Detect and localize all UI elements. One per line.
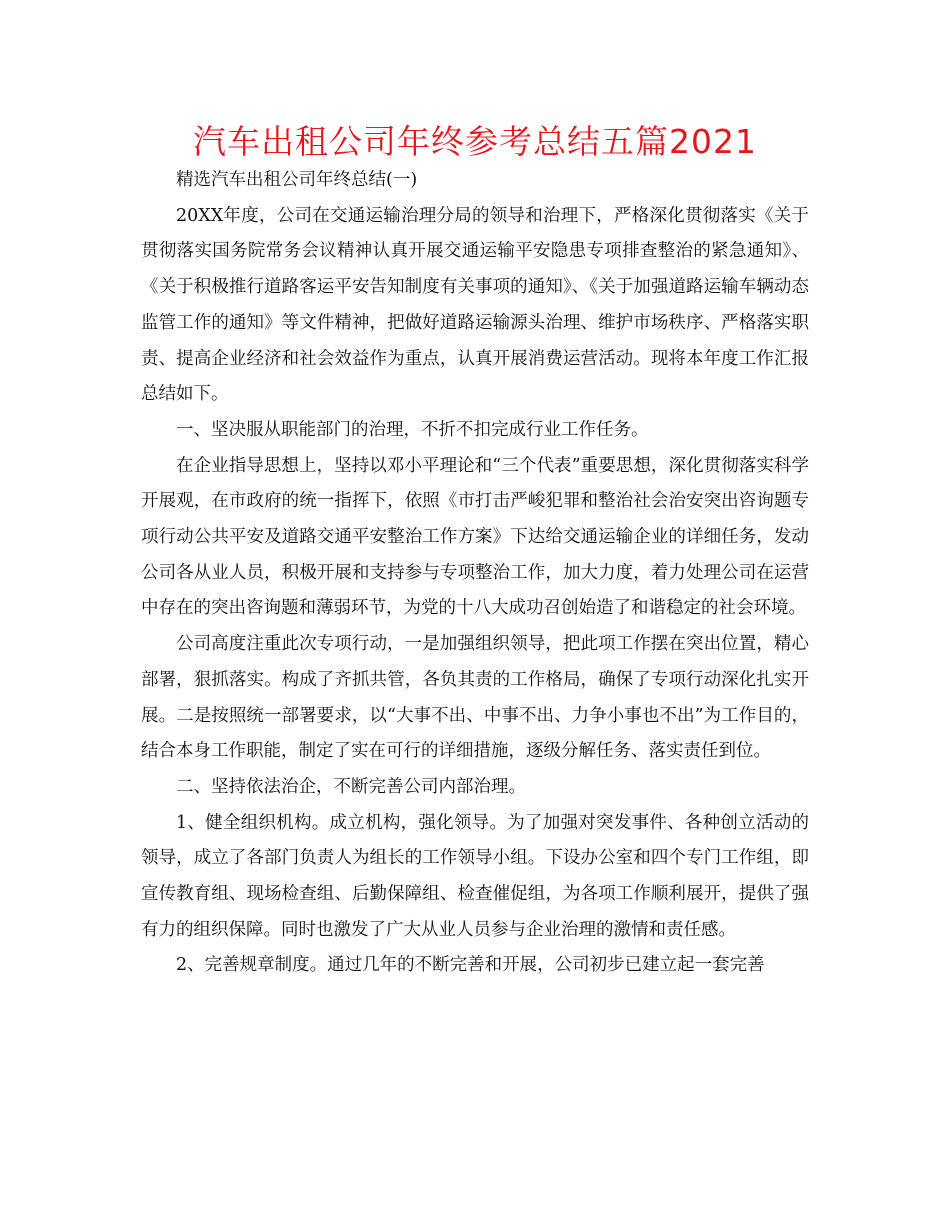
section-heading-2: 二、坚持依法治企，不断完善公司内部治理。 [176,776,526,797]
paragraph-special-action: 公司高度注重此次专项行动，一是加强组织领导，把此项工作摆在突出位置，精心部署，狠抓落实。构成了齐抓共管，各负其责的工作格局，确保了专项行动深化扎实开展。二是按照统一部署要求，以“大事不出、中事不出、力争小事也不出”为工作目的，结合本身工作职能，制定了实在可行的详细措施，逐级分解任务、落实责任到位。 [141,634,809,762]
document-title: 汽车出租公司年终参考总结五篇2021 [193,122,757,161]
paragraph-regulations: 2、完善规章制度。通过几年的不断完善和开展，公司初步已建立起一套完善 [176,955,765,976]
document-body [141,163,809,984]
paragraph-intro: 20XX年度，公司在交通运输治理分局的领导和治理下，严格深化贯彻落实《关于贯彻落实国务院常务会议精神认真开展交通运输平安隐患专项排查整治的紧急通知》、《关于积极推行道路客运平安告知制度有关事项的通知》、《关于加强道路运输车辆动态监管工作的通知》等文件精神，把做好道路运输源头治理、维护市场秩序、严格落实职责、提高企业经济和社会效益作为重点，认真开展消费运营活动。现将本年度工作汇报总结如下。 [141,205,809,405]
section-heading-1: 一、坚决服从职能部门的治理，不折不扣完成行业工作任务。 [176,419,649,440]
paragraph-organization: 1、健全组织机构。成立机构，强化领导。为了加强对突发事件、各种创立活动的领导，成立了各部门负责人为组长的工作领导小组。下设办公室和四个专门工作组，即宣传教育组、现场检查组、后勤保障组、检查催促组，为各项工作顺利展开，提供了强有力的组织保障。同时也激发了广大从业人员参与企业治理的激情和责任感。 [141,812,809,940]
section-subtitle: 精选汽车出租公司年终总结(一) [176,170,418,190]
paragraph-guiding-thought: 在企业指导思想上，坚持以邓小平理论和“三个代表”重要思想，深化贯彻落实科学开展观，在市政府的统一指挥下，依照《市打击严峻犯罪和整治社会治安突出咨询题专项行动公共平安及道路交通平安整治工作方案》下达给交通运输企业的详细任务，发动公司各从业人员，积极开展和支持参与专项整治工作，加大力度，着力处理公司在运营中存在的突出咨询题和薄弱环节，为党的十八大成功召创始造了和谐稳定的社会环境。 [141,455,809,619]
